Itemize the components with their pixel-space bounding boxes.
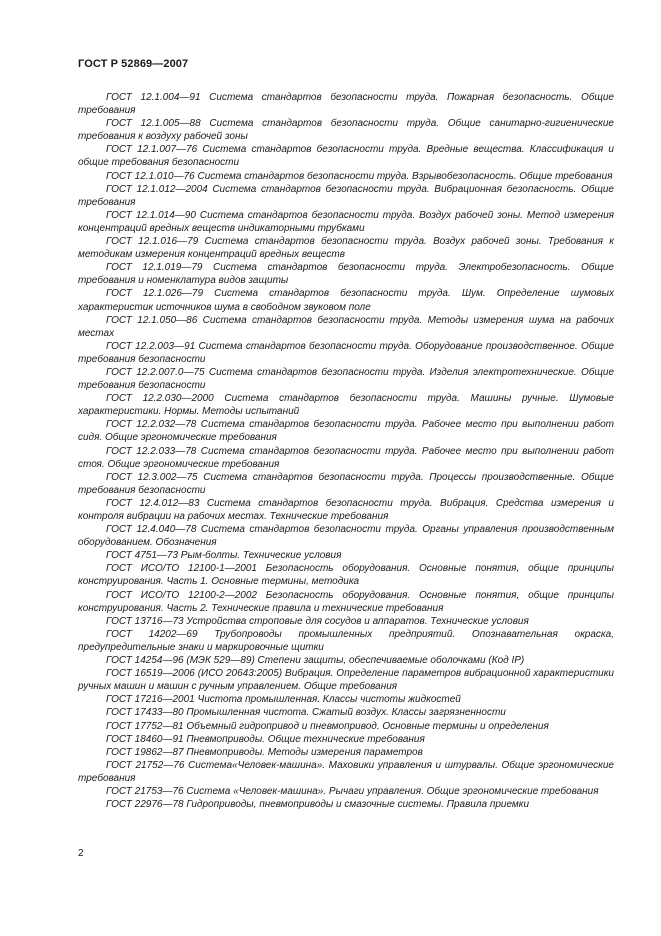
reference-entry: ГОСТ ИСО/ТО 12100-1—2001 Безопасность оборудования. Основные понятия, общие принципы конструирования. Часть 1. Основные термины, методика bbox=[78, 563, 614, 588]
reference-entry: ГОСТ 12.1.019—79 Система стандартов безопасности труда. Электробезопасность. Общие требования и номенклатура видов защиты bbox=[78, 262, 614, 287]
reference-entry: ГОСТ 12.1.010—76 Система стандартов безопасности труда. Взрывобезопасность. Общие требования bbox=[106, 170, 613, 182]
reference-entry: ГОСТ 12.2.033—78 Система стандартов безопасности труда. Рабочее место при выполнении работ стоя. Общие эргономические требования bbox=[78, 445, 614, 470]
reference-entry: ГОСТ 12.2.003—91 Система стандартов безопасности труда. Оборудование производственное. Общие требования безопасности bbox=[78, 340, 614, 365]
reference-entry: ГОСТ 21752—76 Система«Человек-машина». Маховики управления и штурвалы. Общие эргономические требования bbox=[78, 759, 614, 784]
reference-entry: ГОСТ 12.2.007.0—75 Система стандартов безопасности труда. Изделия электротехнические. Общие требования безопасности bbox=[78, 366, 614, 392]
reference-entry: ГОСТ 22976—78 Гидроприводы, пневмоприводы и смазочные системы. Правила приемки bbox=[106, 799, 530, 811]
reference-entry: ГОСТ 12.1.026—79 Система стандартов безопасности труда. Шум. Определение шумовых характеристик источников шума в свободном звуковом поле bbox=[78, 288, 614, 313]
reference-entry: ГОСТ 12.1.050—86 Система стандартов безопасности труда. Методы измерения шума на рабочих местах bbox=[78, 314, 614, 339]
reference-entry: ГОСТ 21753—76 Система «Человек-машина». Рычаги управления. Общие эргономические требования bbox=[106, 785, 599, 797]
reference-entry: ГОСТ 4751—73 Рым-болты. Технические условия bbox=[106, 550, 342, 562]
reference-entry: ГОСТ 12.1.014—90 Система стандартов безопасности труда. Воздух рабочей зоны. Метод измерения концентраций вредных веществ индикаторными трубками bbox=[78, 209, 614, 234]
reference-entry: ГОСТ 12.4.012—83 Система стандартов безопасности труда. Вибрация. Средства измерения и контроля вибрации на рабочих местах. Технические требования bbox=[78, 497, 614, 522]
reference-entry: ГОСТ ИСО/ТО 12100-2—2002 Безопасность оборудования. Основные понятия, общие принципы конструирования. Часть 2. Технические правила и технические требования bbox=[78, 589, 614, 614]
reference-entry: ГОСТ 12.2.032—78 Система стандартов безопасности труда. Рабочее место при выполнении работ сидя. Общие эргономические требования bbox=[78, 419, 614, 444]
reference-entry: ГОСТ 12.3.002—75 Система стандартов безопасности труда. Процессы производственные. Общие требования безопасности bbox=[78, 471, 614, 496]
reference-entry: ГОСТ 12.4.040—78 Система стандартов безопасности труда. Органы управления производственным оборудованием. Обозначения bbox=[78, 524, 614, 549]
reference-entry: ГОСТ 17752—81 Объемный гидропривод и пневмопривод. Основные термины и определения bbox=[106, 720, 549, 732]
page-number: 2 bbox=[78, 848, 84, 859]
reference-entry: ГОСТ 12.1.004—91 Система стандартов безопасности труда. Пожарная безопасность. Общие требования bbox=[78, 92, 614, 117]
reference-entry: ГОСТ 16519—2006 (ИСО 20643:2005) Вибрация. Определение параметров вибрационной характеристики ручных машин и машин с ручным управлением. Общие требования bbox=[78, 668, 614, 693]
reference-entry: ГОСТ 12.2.030—2000 Система стандартов безопасности труда. Машины ручные. Шумовые характеристики. Нормы. Методы испытаний bbox=[78, 393, 614, 418]
reference-entry: ГОСТ 12.1.005—88 Система стандартов безопасности труда. Общие санитарно-гигиенические требования к воздуху рабочей зоны bbox=[78, 118, 614, 143]
reference-entry: ГОСТ 18460—91 Пневмоприводы. Общие технические требования bbox=[106, 733, 425, 745]
reference-entry: ГОСТ 14202—69 Трубопроводы промышленных предприятий. Опознавательная окраска, предупредительные знаки и маркировочные щитки bbox=[78, 628, 614, 653]
reference-entry: ГОСТ 14254—96 (МЭК 529—89) Степени защиты, обеспечиваемые оболочками (Код IP) bbox=[106, 655, 525, 667]
reference-entry: ГОСТ 12.1.016—79 Система стандартов безопасности труда. Воздух рабочей зоны. Требования к методикам измерения концентраций вредных веществ bbox=[78, 236, 614, 261]
reference-entry: ГОСТ 12.1.012—2004 Система стандартов безопасности труда. Вибрационная безопасность. Общие требования bbox=[78, 183, 614, 208]
reference-entry: ГОСТ 17433—80 Промышленная чистота. Сжатый воздух. Классы загрязненности bbox=[106, 707, 506, 719]
reference-entry: ГОСТ 19862—87 Пневмоприводы. Методы измерения параметров bbox=[106, 746, 423, 758]
reference-entry: ГОСТ 13716—73 Устройства строповые для сосудов и аппаратов. Технические условия bbox=[106, 615, 529, 627]
normative-references-list bbox=[78, 91, 614, 811]
reference-entry: ГОСТ 17216—2001 Чистота промышленная. Классы чистоты жидкостей bbox=[106, 694, 461, 706]
reference-entry: ГОСТ 12.1.007—76 Система стандартов безопасности труда. Вредные вещества. Классификация и общие требования безопасности bbox=[78, 144, 614, 169]
page-header: ГОСТ Р 52869—2007 bbox=[78, 58, 189, 70]
